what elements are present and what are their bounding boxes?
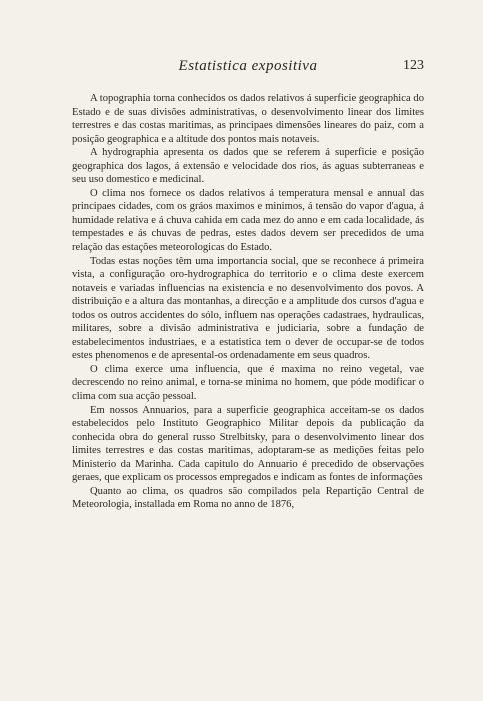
page-number: 123 (403, 58, 424, 73)
body-text (72, 92, 424, 512)
paragraph-annuarios: Em nossos Annuarios, para a superficie geographica acceitam-se os dados estabelecidos pelo Instituto Geographico Militar depois da publicação da conhecida obra do general russo Strelbitsky, para o desenvolvimento linear dos limites terrestres e das costas maritimas, adoptaram-se as medições feitas pelo Ministerio da Marinha. Cada capitulo do Annuario é precedido de observações geraes, que explicam os processos empregados e indicam as fontes de informações (72, 404, 424, 484)
page-header (72, 58, 424, 78)
paragraph-importancia: Todas estas noções têm uma importancia social, que se reconhece á primeira vista, a configuração oro-hydrographica do territorio e o clima deste exercem notaveis e variadas influencias na existencia e no desenvolvimento dos povos. A distribuição e a altura das montanhas, a direcção e a amplitude dos cursos d'agua e todos os outros accidentes do sólo, influem nas operações cadastraes, hydraulicas, militares, sobre a divisão administrativa e judiciaria, sobre a fundação de estabelecimentos industriaes, e a estatistica tem o dever de occupar-se de todos estes phenomenos e de apresental-os ordenadamente em seus quadros. (72, 255, 424, 362)
paragraph-hydrographia: A hydrographia apresenta os dados que se referem á superficie e posição geographica dos lagos, á extensão e velocidade dos rios, ás aguas subterraneas e seu uso domestico e medicinal. (72, 147, 424, 186)
paragraph-topographia: A topographia torna conhecidos os dados relativos á superficie geographica do Estado e de suas divisões administrativas, o desenvolvimento linear dos limites terrestres e das costas maritimas, as principaes dimensões lineares do paiz, com a posição geographica e a altitude dos pontos mais notaveis. (72, 93, 424, 145)
paragraph-clima-dados: O clima nos fornece os dados relativos á temperatura mensal e annual das principaes cidades, com os gráos maximos e minimos, á tensão do vapor d'agua, á humidade relativa e á chuva cahida em cada mez do anno e em cada localidade, ás tempestades e ás chuvas de pedras, estes dados devem ser precedidos de uma relação das estações meteorologicas do Estado. (72, 187, 424, 254)
paragraph-meteorologia: Quanto ao clima, os quadros são compilados pela Repartição Central de Meteorologia, installada em Roma no anno de 1876, (72, 485, 424, 511)
paragraph-clima-influencia: O clima exerce uma influencia, que é maxima no reino vegetal, vae decrescendo no reino animal, e torna-se minima no homem, que póde modificar o clima com sua acção pessoal. (72, 363, 424, 403)
running-title: Estatistica expositiva (178, 58, 318, 74)
